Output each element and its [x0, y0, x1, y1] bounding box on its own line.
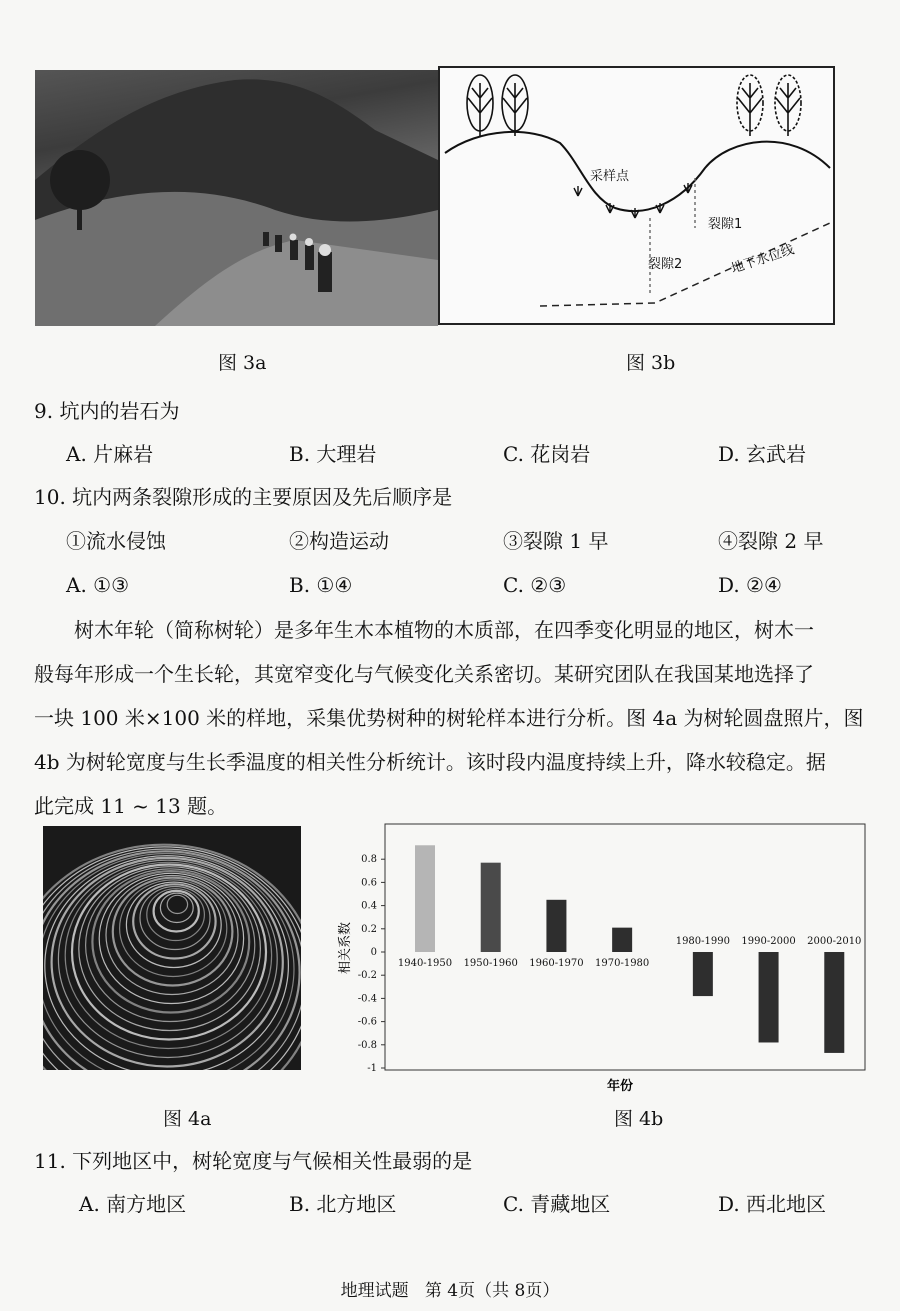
y-axis-label: 相关系数	[338, 921, 353, 975]
passage-line-2: 般每年形成一个生长轮，其宽窄变化与气候变化关系密切。某研究团队在我国某地选择了	[34, 662, 814, 686]
q10-item-2: ②构造运动	[289, 529, 389, 553]
q10-item-1: ①流水侵蚀	[66, 529, 166, 553]
q9-option-b: B. 大理岩	[289, 442, 377, 466]
y-tick-label: -0.2	[357, 970, 377, 982]
y-tick-label: 0.2	[361, 923, 377, 935]
figure-4b-caption: 图 4b	[614, 1108, 664, 1130]
hillside-photo-illustration	[35, 70, 438, 326]
label-groundwater: 地下水位线	[729, 242, 797, 277]
bar	[759, 952, 779, 1042]
correlation-bar-chart	[335, 818, 870, 1100]
q10-option-b: B. ①④	[289, 573, 353, 597]
question-11-stem: 11. 下列地区中，树轮宽度与气候相关性最弱的是	[34, 1149, 473, 1173]
bar	[693, 952, 713, 996]
category-label: 1990-2000	[741, 936, 796, 947]
y-tick-label: -0.8	[357, 1039, 377, 1051]
category-label: 1960-1970	[529, 958, 584, 969]
category-label: 1980-1990	[675, 936, 730, 947]
q9-option-d: D. 玄武岩	[718, 442, 807, 466]
y-tick-label: 0.6	[361, 877, 377, 889]
figure-4a-caption: 图 4a	[163, 1108, 212, 1130]
q10-option-d: D. ②④	[718, 573, 782, 597]
tree-ring-illustration	[43, 826, 301, 1070]
category-label: 1970-1980	[595, 958, 650, 969]
figure-3b-diagram	[438, 66, 835, 325]
passage-line-3: 一块 100 米×100 米的样地，采集优势树种的树轮样本进行分析。图 4a 为树轮圆盘照片，图	[34, 706, 864, 730]
q11-option-d: D. 西北地区	[718, 1192, 827, 1216]
figure-3b-caption: 图 3b	[626, 352, 676, 374]
category-label: 1940-1950	[397, 958, 453, 969]
label-crack-1: 裂隙1	[708, 217, 743, 232]
passage-line-1: 树木年轮（简称树轮）是多年生木本植物的木质部，在四季变化明显的地区，树木一	[74, 618, 814, 642]
x-axis-label: 年份	[606, 1079, 634, 1094]
q10-item-3: ③裂隙 1 早	[503, 529, 609, 553]
figure-4a-tree-ring-photo	[43, 826, 301, 1070]
bar	[612, 928, 632, 952]
q11-option-a: A. 南方地区	[79, 1192, 187, 1216]
q9-option-a: A. 片麻岩	[66, 442, 154, 466]
figure-3a-caption: 图 3a	[218, 352, 267, 374]
category-label: 1950-1960	[463, 958, 518, 969]
figure-3a-photo	[35, 70, 438, 326]
q10-option-a: A. ①③	[66, 573, 130, 597]
passage	[34, 608, 866, 828]
page-footer: 地理试题 第 4页（共 8页）	[340, 1281, 560, 1301]
pit-cross-section	[440, 68, 833, 323]
q11-option-c: C. 青藏地区	[503, 1192, 611, 1216]
q9-option-c: C. 花岗岩	[503, 442, 591, 466]
bar	[415, 845, 435, 952]
y-tick-label: 0.8	[361, 854, 377, 866]
figure-4b-chart	[335, 818, 870, 1100]
y-tick-label: -0.6	[357, 1016, 377, 1028]
q11-option-b: B. 北方地区	[289, 1192, 397, 1216]
passage-line-5: 此完成 11 ~ 13 题。	[34, 794, 228, 818]
y-tick-label: -1	[367, 1063, 377, 1074]
y-tick-label: 0	[370, 947, 377, 958]
y-tick-label: 0.4	[361, 900, 377, 912]
question-9-stem: 9. 坑内的岩石为	[34, 399, 180, 423]
label-sample-point: 采样点	[590, 169, 630, 184]
label-crack-2: 裂隙2	[648, 257, 683, 272]
bar	[481, 863, 501, 952]
category-label: 2000-2010	[807, 936, 862, 947]
q10-option-c: C. ②③	[503, 573, 567, 597]
q10-item-4: ④裂隙 2 早	[718, 529, 824, 553]
question-10-stem: 10. 坑内两条裂隙形成的主要原因及先后顺序是	[34, 485, 453, 509]
bar	[546, 900, 566, 952]
y-tick-label: -0.4	[357, 993, 377, 1005]
passage-line-4: 4b 为树轮宽度与生长季温度的相关性分析统计。该时段内温度持续上升，降水较稳定。据	[34, 750, 826, 774]
bar	[824, 952, 844, 1053]
